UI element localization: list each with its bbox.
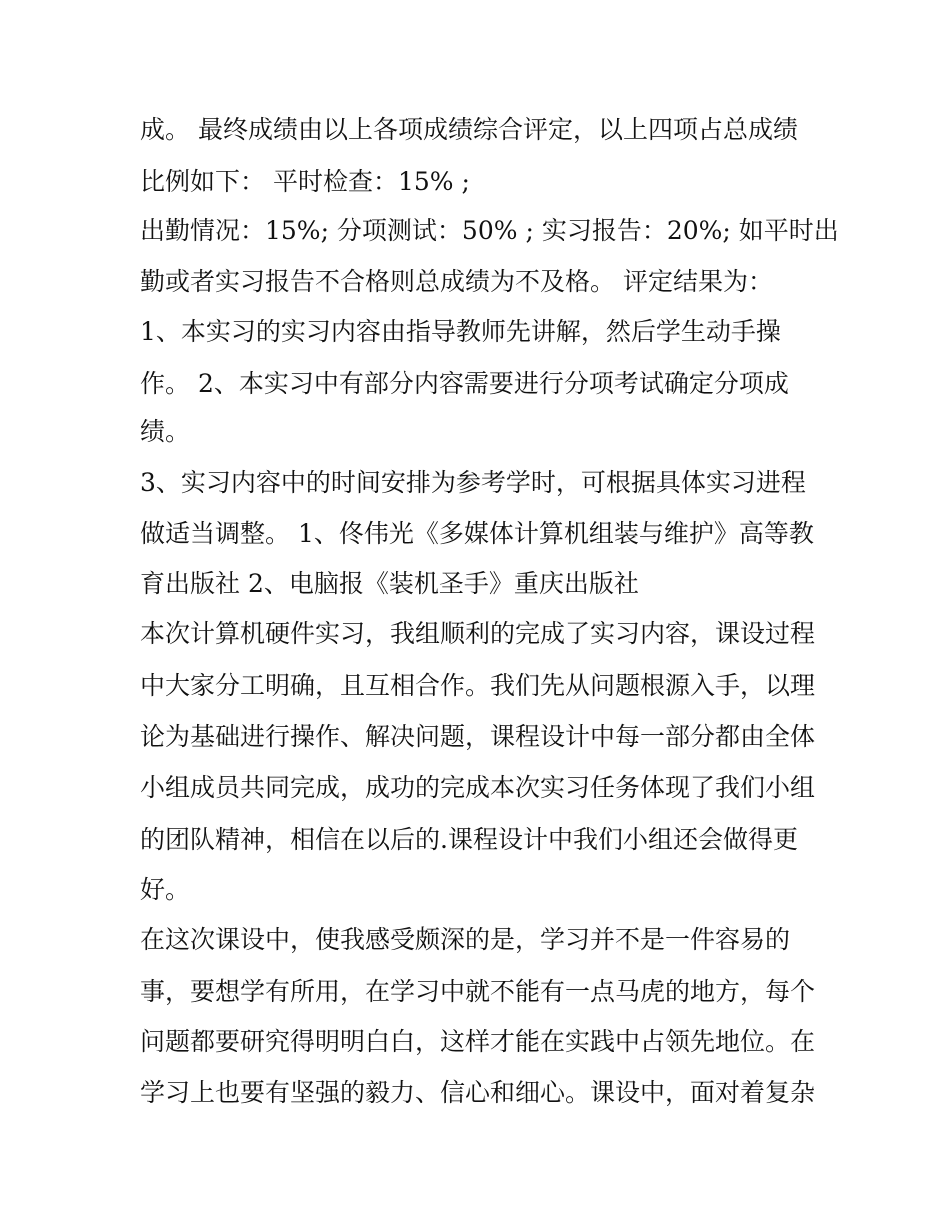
- text-line: 论为基础进行操作、解决问题，课程设计中每一部分都由全体: [140, 722, 816, 751]
- text-line: 在这次课设中，使我感受颇深的是，学习并不是一件容易的: [140, 925, 791, 954]
- text-line: 事，要想学有所用，在学习中就不能有一点马虎的地方，每个: [140, 977, 816, 1006]
- text-line: 好。: [140, 875, 191, 904]
- text-line: 学习上也要有坚强的毅力、信心和细心。课设中，面对着复杂: [140, 1078, 816, 1107]
- text-line: 3、实习内容中的时间安排为参考学时，可根据具体实习进程: [140, 468, 806, 497]
- text-line: 绩。: [140, 417, 191, 446]
- text-line: 比例如下： 平时检查：15% ;: [140, 167, 470, 196]
- text-line: 作。 2、本实习中有部分内容需要进行分项考试确定分项成: [140, 369, 789, 398]
- text-line: 本次计算机硬件实习，我组顺利的完成了实习内容，课设过程: [140, 619, 816, 648]
- text-line: 1、本实习的实习内容由指导教师先讲解，然后学生动手操: [140, 317, 781, 346]
- text-line: 出勤情况：15%; 分项测试：50% ; 实习报告：20%; 如平时出: [140, 216, 839, 245]
- text-line: 成。 最终成绩由以上各项成绩综合评定，以上四项占总成绩: [140, 115, 798, 144]
- text-line: 勤或者实习报告不合格则总成绩为不及格。 评定结果为：: [140, 267, 773, 296]
- text-line: 做适当调整。 1、佟伟光《多媒体计算机组装与维护》高等教: [140, 519, 814, 548]
- text-line: 小组成员共同完成，成功的完成本次实习任务体现了我们小组: [140, 773, 816, 802]
- text-line: 中大家分工明确，且互相合作。我们先从问题根源入手，以理: [140, 671, 816, 700]
- text-line: 问题都要研究得明明白白，这样才能在实践中占领先地位。在: [140, 1027, 816, 1056]
- text-line: 育出版社 2、电脑报《装机圣手》重庆出版社: [140, 569, 639, 598]
- text-line: 的团队精神，相信在以后的.课程设计中我们小组还会做得更: [140, 825, 798, 854]
